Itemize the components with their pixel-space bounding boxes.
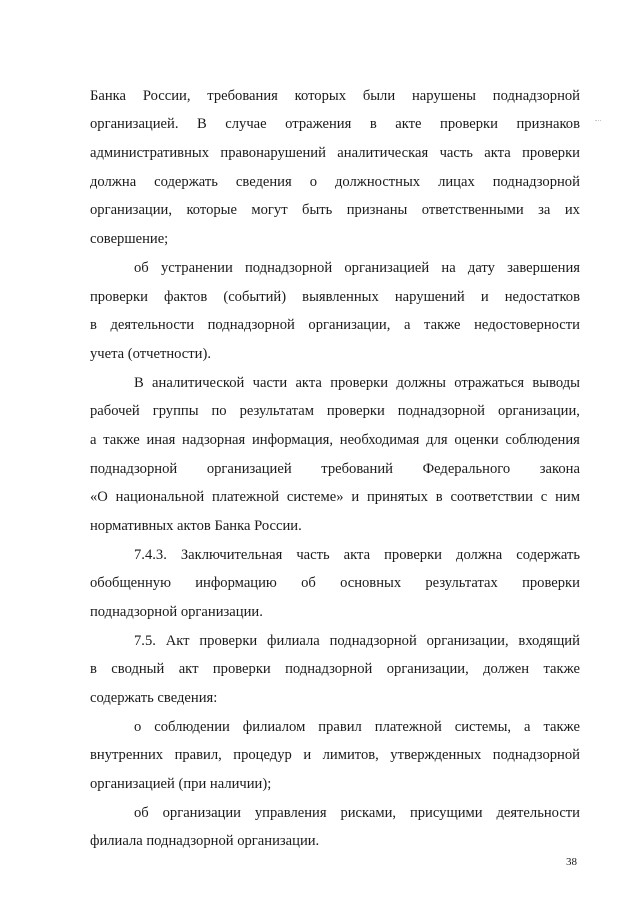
- word: и: [351, 489, 360, 505]
- word: соблюдении: [154, 719, 230, 735]
- word: Заключительная: [180, 547, 283, 563]
- word: и: [303, 747, 312, 763]
- text-line: [90, 402, 580, 420]
- word: платежной: [211, 489, 280, 505]
- text-line: нормативных актов Банка России.: [90, 518, 302, 534]
- text-line: [134, 546, 580, 564]
- word: административных: [90, 145, 209, 161]
- word: проверки: [212, 661, 271, 677]
- word: проверки: [522, 145, 580, 161]
- word: также: [103, 432, 140, 448]
- word: управления: [254, 805, 327, 821]
- word: о: [134, 719, 142, 735]
- word: присущими: [409, 805, 483, 821]
- word: фактов: [164, 289, 208, 305]
- word: России,: [142, 88, 191, 104]
- word: «О: [90, 489, 108, 505]
- word: деятельности: [110, 317, 195, 333]
- word: организации,: [497, 403, 580, 419]
- word: требований: [321, 461, 393, 477]
- text-line: [134, 804, 580, 822]
- text-line: [90, 201, 580, 219]
- text-line: [90, 746, 580, 764]
- word: нарушены: [411, 88, 476, 104]
- word: проверки: [440, 116, 498, 132]
- word: поднадзорной: [492, 88, 580, 104]
- word: а: [524, 719, 531, 735]
- word: Акт: [165, 633, 190, 649]
- word: акта: [484, 145, 511, 161]
- word: аналитическая: [337, 145, 429, 161]
- word: требования: [207, 88, 278, 104]
- word: должна: [90, 174, 137, 190]
- word: В: [197, 116, 207, 132]
- word: часть: [439, 145, 473, 161]
- word: платежной: [374, 719, 442, 735]
- word: рабочей: [90, 403, 140, 419]
- text-line: [90, 173, 580, 191]
- word: в: [90, 317, 97, 333]
- word: внутренних: [90, 747, 164, 763]
- word: организацией.: [90, 116, 179, 132]
- word: основных: [340, 575, 402, 591]
- page-number: 38: [566, 856, 577, 868]
- word: Банка: [90, 88, 127, 104]
- text-line: [134, 374, 580, 392]
- word: об: [134, 805, 149, 821]
- word: акта: [343, 547, 371, 563]
- text-line: [90, 87, 580, 105]
- text-line: содержать сведения:: [90, 690, 218, 706]
- text-line: [134, 718, 580, 736]
- word: поднадзорной: [397, 403, 485, 419]
- word: а: [90, 432, 97, 448]
- word: отражения: [285, 116, 352, 132]
- word: результатам: [239, 403, 314, 419]
- word: поднадзорной: [207, 317, 295, 333]
- word: отражаться: [454, 375, 525, 391]
- word: соответствии: [450, 489, 533, 505]
- word: поднадзорной: [492, 174, 580, 190]
- word: недостатков: [504, 289, 580, 305]
- word: обобщенную: [90, 575, 171, 591]
- text-line: филиала поднадзорной организации.: [90, 833, 320, 849]
- word: результатах: [425, 575, 498, 591]
- word: должностных: [334, 174, 421, 190]
- word: их: [564, 202, 580, 218]
- text-line: [90, 574, 580, 592]
- word: надзорная: [182, 432, 246, 448]
- word: и: [480, 289, 489, 305]
- word: дату: [467, 260, 495, 276]
- word: лимитов,: [322, 747, 379, 763]
- word: часть: [296, 547, 330, 563]
- word: за: [538, 202, 551, 218]
- word: группы: [152, 403, 199, 419]
- word: а: [403, 317, 411, 333]
- text-line: поднадзорной организации.: [90, 604, 263, 620]
- word: рисками,: [340, 805, 397, 821]
- word: выявленных: [302, 289, 379, 305]
- word: быть: [302, 202, 333, 218]
- text-line: [90, 144, 580, 162]
- word: по: [211, 403, 227, 419]
- word: об: [301, 575, 316, 591]
- word: проверки: [522, 575, 580, 591]
- word: принятых: [366, 489, 428, 505]
- word: правил,: [174, 747, 222, 763]
- word: на: [441, 260, 456, 276]
- word: организации,: [308, 317, 391, 333]
- word: филиала: [267, 633, 320, 649]
- word: процедур: [233, 747, 292, 763]
- text-line: [90, 660, 580, 678]
- word: Федерального: [422, 461, 511, 477]
- word: с: [540, 489, 548, 505]
- word: выводы: [532, 375, 580, 391]
- word: системы,: [454, 719, 512, 735]
- word: поднадзорной: [329, 633, 417, 649]
- text-line: [90, 115, 580, 133]
- word: признаны: [346, 202, 408, 218]
- word: в: [435, 489, 443, 505]
- text-line: учета (отчетности).: [90, 346, 211, 362]
- word: (событий): [223, 289, 287, 305]
- text-line: совершение;: [90, 231, 169, 247]
- word: устранении: [160, 260, 233, 276]
- word: должен: [483, 661, 530, 677]
- word: также: [543, 719, 580, 735]
- word: организацией: [344, 260, 430, 276]
- word: В: [134, 375, 144, 391]
- word: могут: [251, 202, 288, 218]
- word: лицах: [438, 174, 475, 190]
- word: завершения: [507, 260, 580, 276]
- word: случае: [225, 116, 267, 132]
- word: информацию: [195, 575, 277, 591]
- word: акта: [295, 375, 322, 391]
- word: в: [90, 661, 97, 677]
- word: должна: [456, 547, 503, 563]
- word: для: [426, 432, 448, 448]
- word: также: [543, 661, 580, 677]
- text-line: [134, 259, 580, 277]
- word: правил: [318, 719, 362, 735]
- word: иная: [146, 432, 176, 448]
- word: проверки: [330, 375, 389, 391]
- word: поднадзорной: [285, 661, 373, 677]
- word: деятельности: [496, 805, 580, 821]
- word: закона: [539, 461, 580, 477]
- word: ним: [555, 489, 580, 505]
- word: которые: [186, 202, 237, 218]
- word: проверки: [90, 289, 148, 305]
- word: национальной: [115, 489, 205, 505]
- text-line: [90, 431, 580, 449]
- word: правонарушений: [220, 145, 326, 161]
- text-line: [90, 460, 580, 478]
- word: проверки: [199, 633, 258, 649]
- word: входящий: [518, 633, 580, 649]
- word: должны: [396, 375, 446, 391]
- word: соблюдения: [505, 432, 580, 448]
- word: в: [369, 116, 377, 132]
- word: утвержденных: [390, 747, 482, 763]
- word: о: [309, 174, 317, 190]
- word: акт: [178, 661, 199, 677]
- word: аналитической: [152, 375, 245, 391]
- word: сведения: [235, 174, 292, 190]
- word: содержать: [154, 174, 218, 190]
- word: 7.4.3.: [134, 547, 167, 563]
- word: информация,: [251, 432, 334, 448]
- word: филиалом: [242, 719, 306, 735]
- word: оценки: [454, 432, 499, 448]
- word: организации,: [386, 661, 469, 677]
- word: организации: [162, 805, 241, 821]
- word: поднадзорной: [244, 260, 333, 276]
- word: были: [362, 88, 396, 104]
- word: организации,: [90, 202, 172, 218]
- scan-speck: [595, 120, 601, 123]
- text-line: [90, 288, 580, 306]
- word: нарушений: [394, 289, 465, 305]
- word: системе»: [286, 489, 344, 505]
- word: проверки: [384, 547, 442, 563]
- word: поднадзорной: [492, 747, 580, 763]
- word: организации,: [426, 633, 509, 649]
- word: акте: [395, 116, 422, 132]
- text-line: [90, 316, 580, 334]
- word: которых: [294, 88, 346, 104]
- text-line: [134, 632, 580, 650]
- text-line: [90, 488, 580, 506]
- word: поднадзорной: [90, 461, 178, 477]
- word: необходимая: [339, 432, 420, 448]
- word: части: [252, 375, 288, 391]
- word: признаков: [516, 116, 580, 132]
- word: об: [134, 260, 149, 276]
- word: сводный: [111, 661, 165, 677]
- word: проверки: [326, 403, 385, 419]
- word: содержать: [516, 547, 580, 563]
- word: ответственными: [421, 202, 524, 218]
- word: организацией: [206, 461, 292, 477]
- text-line: организацией (при наличии);: [90, 776, 272, 792]
- word: также: [424, 317, 461, 333]
- word: 7.5.: [134, 633, 156, 649]
- word: недостоверности: [474, 317, 580, 333]
